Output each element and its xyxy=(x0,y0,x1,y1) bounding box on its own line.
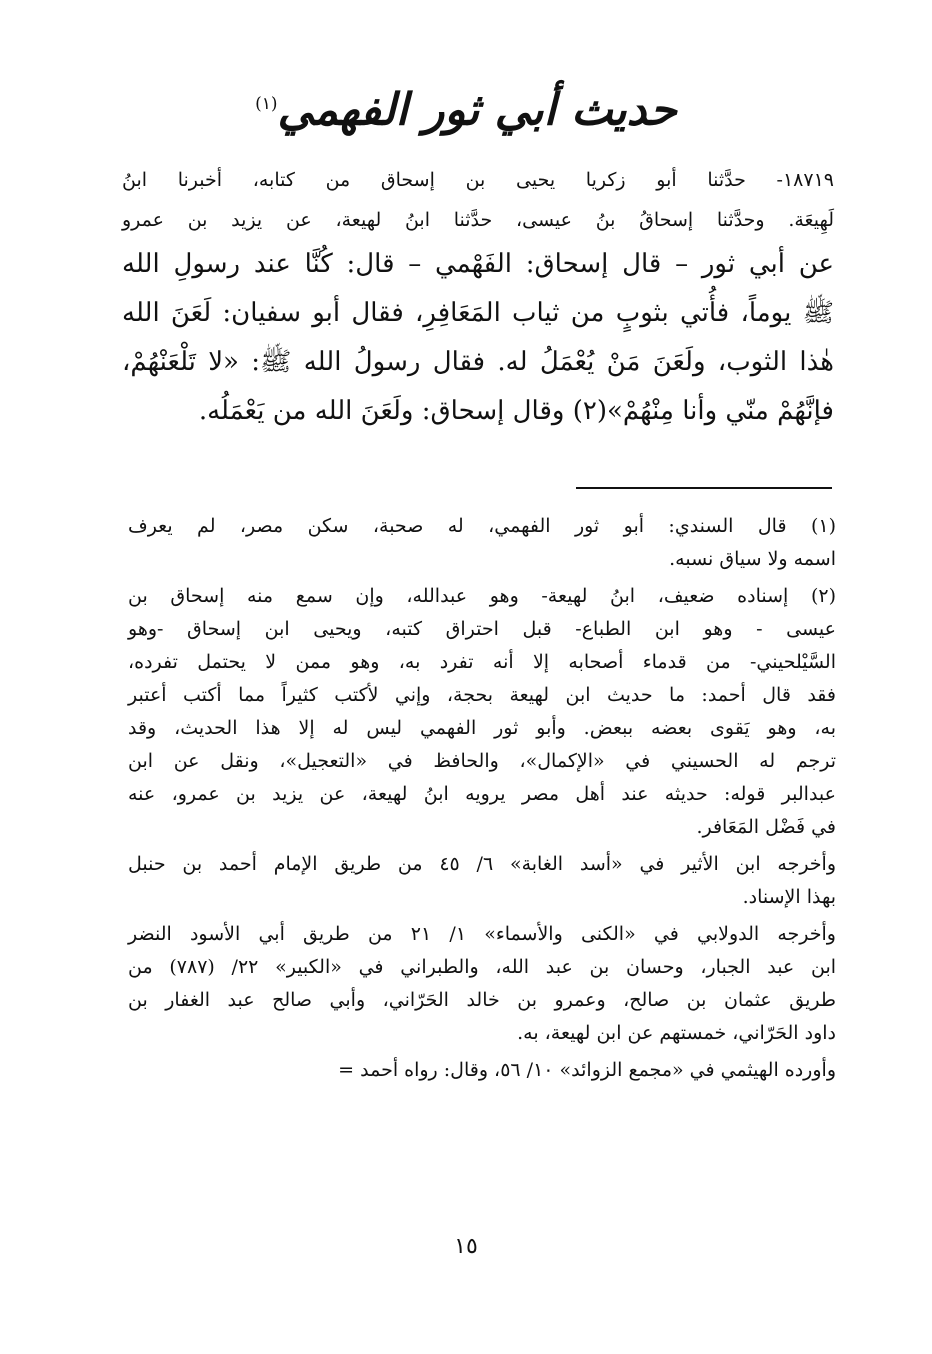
footnote-paragraph-line: وأورده الهيثمي في «مجمع الزوائد» ١٠/ ٥٦، وقال: رواه أحمد = xyxy=(338,1059,836,1081)
footnote-2-line: السَّيْلحيني- من قدماء أصحابه إلا أنه تفرد به، وهو ممن لا يحتمل تفرده، xyxy=(128,651,836,673)
footnotes xyxy=(128,510,836,1087)
footnote-separator xyxy=(576,487,832,489)
footnote-2-line: ترجم له الحسيني في «الإكمال»، والحافظ في «التعجيل»، ونقل عن ابن xyxy=(128,750,836,772)
hadith-line: فإنَّهُمْ منّي وأنا مِنْهُمْ»(٢) وقال إسحاق: ولَعَنَ الله من يَعْمَلُه. xyxy=(198,396,834,426)
footnote-paragraph-line: بهذا الإسناد. xyxy=(742,886,836,908)
footnote-2-line: عبدالبر قوله: حديثه عند أهل مصر يرويه ابنُ لهيعة، عن يزيد بن عمرو، عنه xyxy=(128,783,836,805)
footnote-paragraph-line: طريق عثمان بن صالح، وعمرو بن خالد الحَرّاني، وأبي صالح عبد الغفار بن xyxy=(128,989,836,1011)
hadith-line: ١٨٧١٩- حدَّثنا أبو زكريا يحيى بن إسحاق من كتابه، أخبرنا ابنُ xyxy=(122,169,834,191)
hadith-line: هٰذا الثوب، ولَعَنَ مَنْ يُعْمَلُ له. فقال رسولُ الله ﷺ: «لا تَلْعَنْهُمْ، xyxy=(122,347,834,377)
hadith-text xyxy=(122,160,834,436)
hadith-line: عن أبي ثور – قال إسحاق: الفَهْمي – قال: كُنَّا عند رسولِ الله xyxy=(122,249,834,279)
footnote-2-line: عيسى - وهو ابن الطباع- قبل احتراق كتبه، ويحيى ابن إسحاق -وهو xyxy=(128,618,836,640)
footnote-2-line: به، وهو يَقوى بعضه ببعض. وأبو ثور الفهمي ليس له إلا هذا الحديث، وقد xyxy=(128,717,836,739)
footnote-2-line: (٢) إسناده ضعيف، ابنُ لهيعة- وهو عبدالله، وإن سمع منه إسحاق بن xyxy=(128,585,836,607)
footnote-paragraph-line: وأخرجه ابن الأثير في «أسد الغابة» ٦/ ٤٥ من طريق الإمام أحمد بن حنبل xyxy=(128,853,837,875)
title-footnote-mark: (١) xyxy=(255,94,278,114)
footnote-1-line: اسمه ولا سياق نسبه. xyxy=(669,548,836,570)
footnote-2-line: فقد قال أحمد: ما حديث ابن لهيعة بحجة، وإني لأكتب كثيراً مما أكتب أعتبر xyxy=(128,684,836,706)
footnote-1-line: (١) قال السندي: أبو ثور الفهمي، له صحبة، سكن مصر، لم يعرف xyxy=(128,515,836,537)
page-title xyxy=(0,68,932,147)
page-number: ١٥ xyxy=(454,1234,478,1259)
footnote-paragraph-line: وأخرجه الدولابي في «الكنى والأسماء» ١/ ٢١ من طريق أبي الأسود النضر xyxy=(128,923,836,945)
hadith-line: ﷺ يوماً، فأُتي بثوبٍ من ثياب المَعَافِرِ، فقال أبو سفيان: لَعَنَ الله xyxy=(122,298,834,328)
footnote-paragraph-line: داود الحَرّاني، خمستهم عن ابن لهيعة، به. xyxy=(517,1022,836,1044)
footnote-2-line: في فَضْل المَعَافر. xyxy=(696,816,836,838)
hadith-line: لَهِيعَة. وحدَّثنا إسحاقُ بنُ عيسى، حدَّثنا ابنُ لهيعة، عن يزيد بن عمرو xyxy=(122,209,834,231)
title-text: حديث أبي ثور الفهمي xyxy=(277,84,677,136)
footnote-paragraph-line: ابن عبد الجبار، وحسان بن عبد الله، والطبراني في «الكبير» ٢٢/ (٧٨٧) من xyxy=(128,956,837,978)
